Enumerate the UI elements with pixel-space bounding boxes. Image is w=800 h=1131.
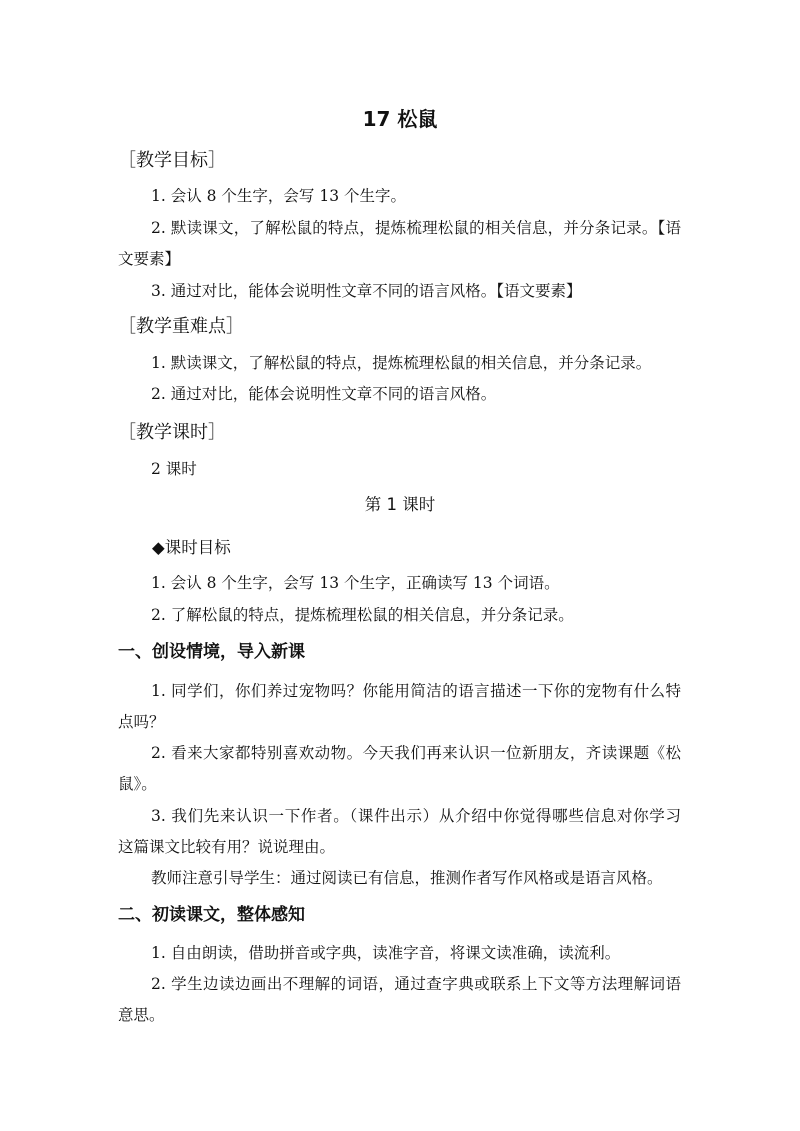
lesson-1-title: 第 1 课时 bbox=[364, 495, 436, 514]
part-2-line-1: 1. 自由朗读，借助拼音或字典，读准字音，将课文读准确，读流利。 bbox=[151, 944, 621, 962]
part-1-line-3: 3. 我们先来认识一下作者。（课件出示）从介绍中你觉得哪些信息对你学习 bbox=[151, 807, 681, 825]
keypoint-line-2: 2. 通过对比，能体会说明性文章不同的语言风格。 bbox=[151, 385, 497, 403]
teaching-hours-value: 2 课时 bbox=[151, 460, 197, 478]
teaching-hours-heading: ［教学课时］ bbox=[118, 422, 226, 443]
part-1-heading: 一、创设情境，导入新课 bbox=[118, 642, 305, 662]
goal-line-3: 3. 通过对比，能体会说明性文章不同的语言风格。【语文要素】 bbox=[151, 282, 582, 300]
part-2-heading: 二、初读课文，整体感知 bbox=[118, 905, 305, 925]
part-1-line-1-cont: 点吗？ bbox=[118, 713, 165, 731]
lesson-goal-line-1: 1. 会认 8 个生字，会写 13 个生字，正确读写 13 个词语。 bbox=[151, 574, 560, 592]
part-2-line-2-cont: 意思。 bbox=[118, 1006, 165, 1024]
teaching-goals-heading: ［教学目标］ bbox=[118, 150, 226, 171]
lesson-goals-heading: ◆课时目标 bbox=[152, 538, 231, 557]
part-2-line-2: 2. 学生边读边画出不理解的词语，通过查字典或联系上下文等方法理解词语 bbox=[151, 975, 681, 993]
part-1-line-1: 1. 同学们，你们养过宠物吗？你能用简洁的语言描述一下你的宠物有什么特 bbox=[151, 682, 681, 700]
part-1-line-3-cont: 这篇课文比较有用？说说理由。 bbox=[118, 838, 336, 856]
goal-line-2: 2. 默读课文，了解松鼠的特点，提炼梳理松鼠的相关信息，并分条记录。【语 bbox=[151, 219, 681, 237]
part-1-line-4: 教师注意引导学生：通过阅读已有信息，推测作者写作风格或是语言风格。 bbox=[151, 869, 663, 887]
keypoint-line-1: 1. 默读课文，了解松鼠的特点，提炼梳理松鼠的相关信息，并分条记录。 bbox=[151, 354, 652, 372]
lesson-title: 17 松鼠 bbox=[362, 107, 438, 131]
goal-line-2-cont: 文要素】 bbox=[118, 250, 181, 268]
part-1-line-2: 2. 看来大家都特别喜欢动物。今天我们再来认识一位新朋友，齐读课题《松 bbox=[151, 744, 681, 762]
goal-line-1: 1. 会认 8 个生字，会写 13 个生字。 bbox=[151, 187, 407, 205]
lesson-goal-line-2: 2. 了解松鼠的特点，提炼梳理松鼠的相关信息，并分条记录。 bbox=[151, 606, 574, 624]
key-points-heading: ［教学重难点］ bbox=[118, 316, 244, 337]
part-1-line-2-cont: 鼠》。 bbox=[118, 775, 157, 793]
